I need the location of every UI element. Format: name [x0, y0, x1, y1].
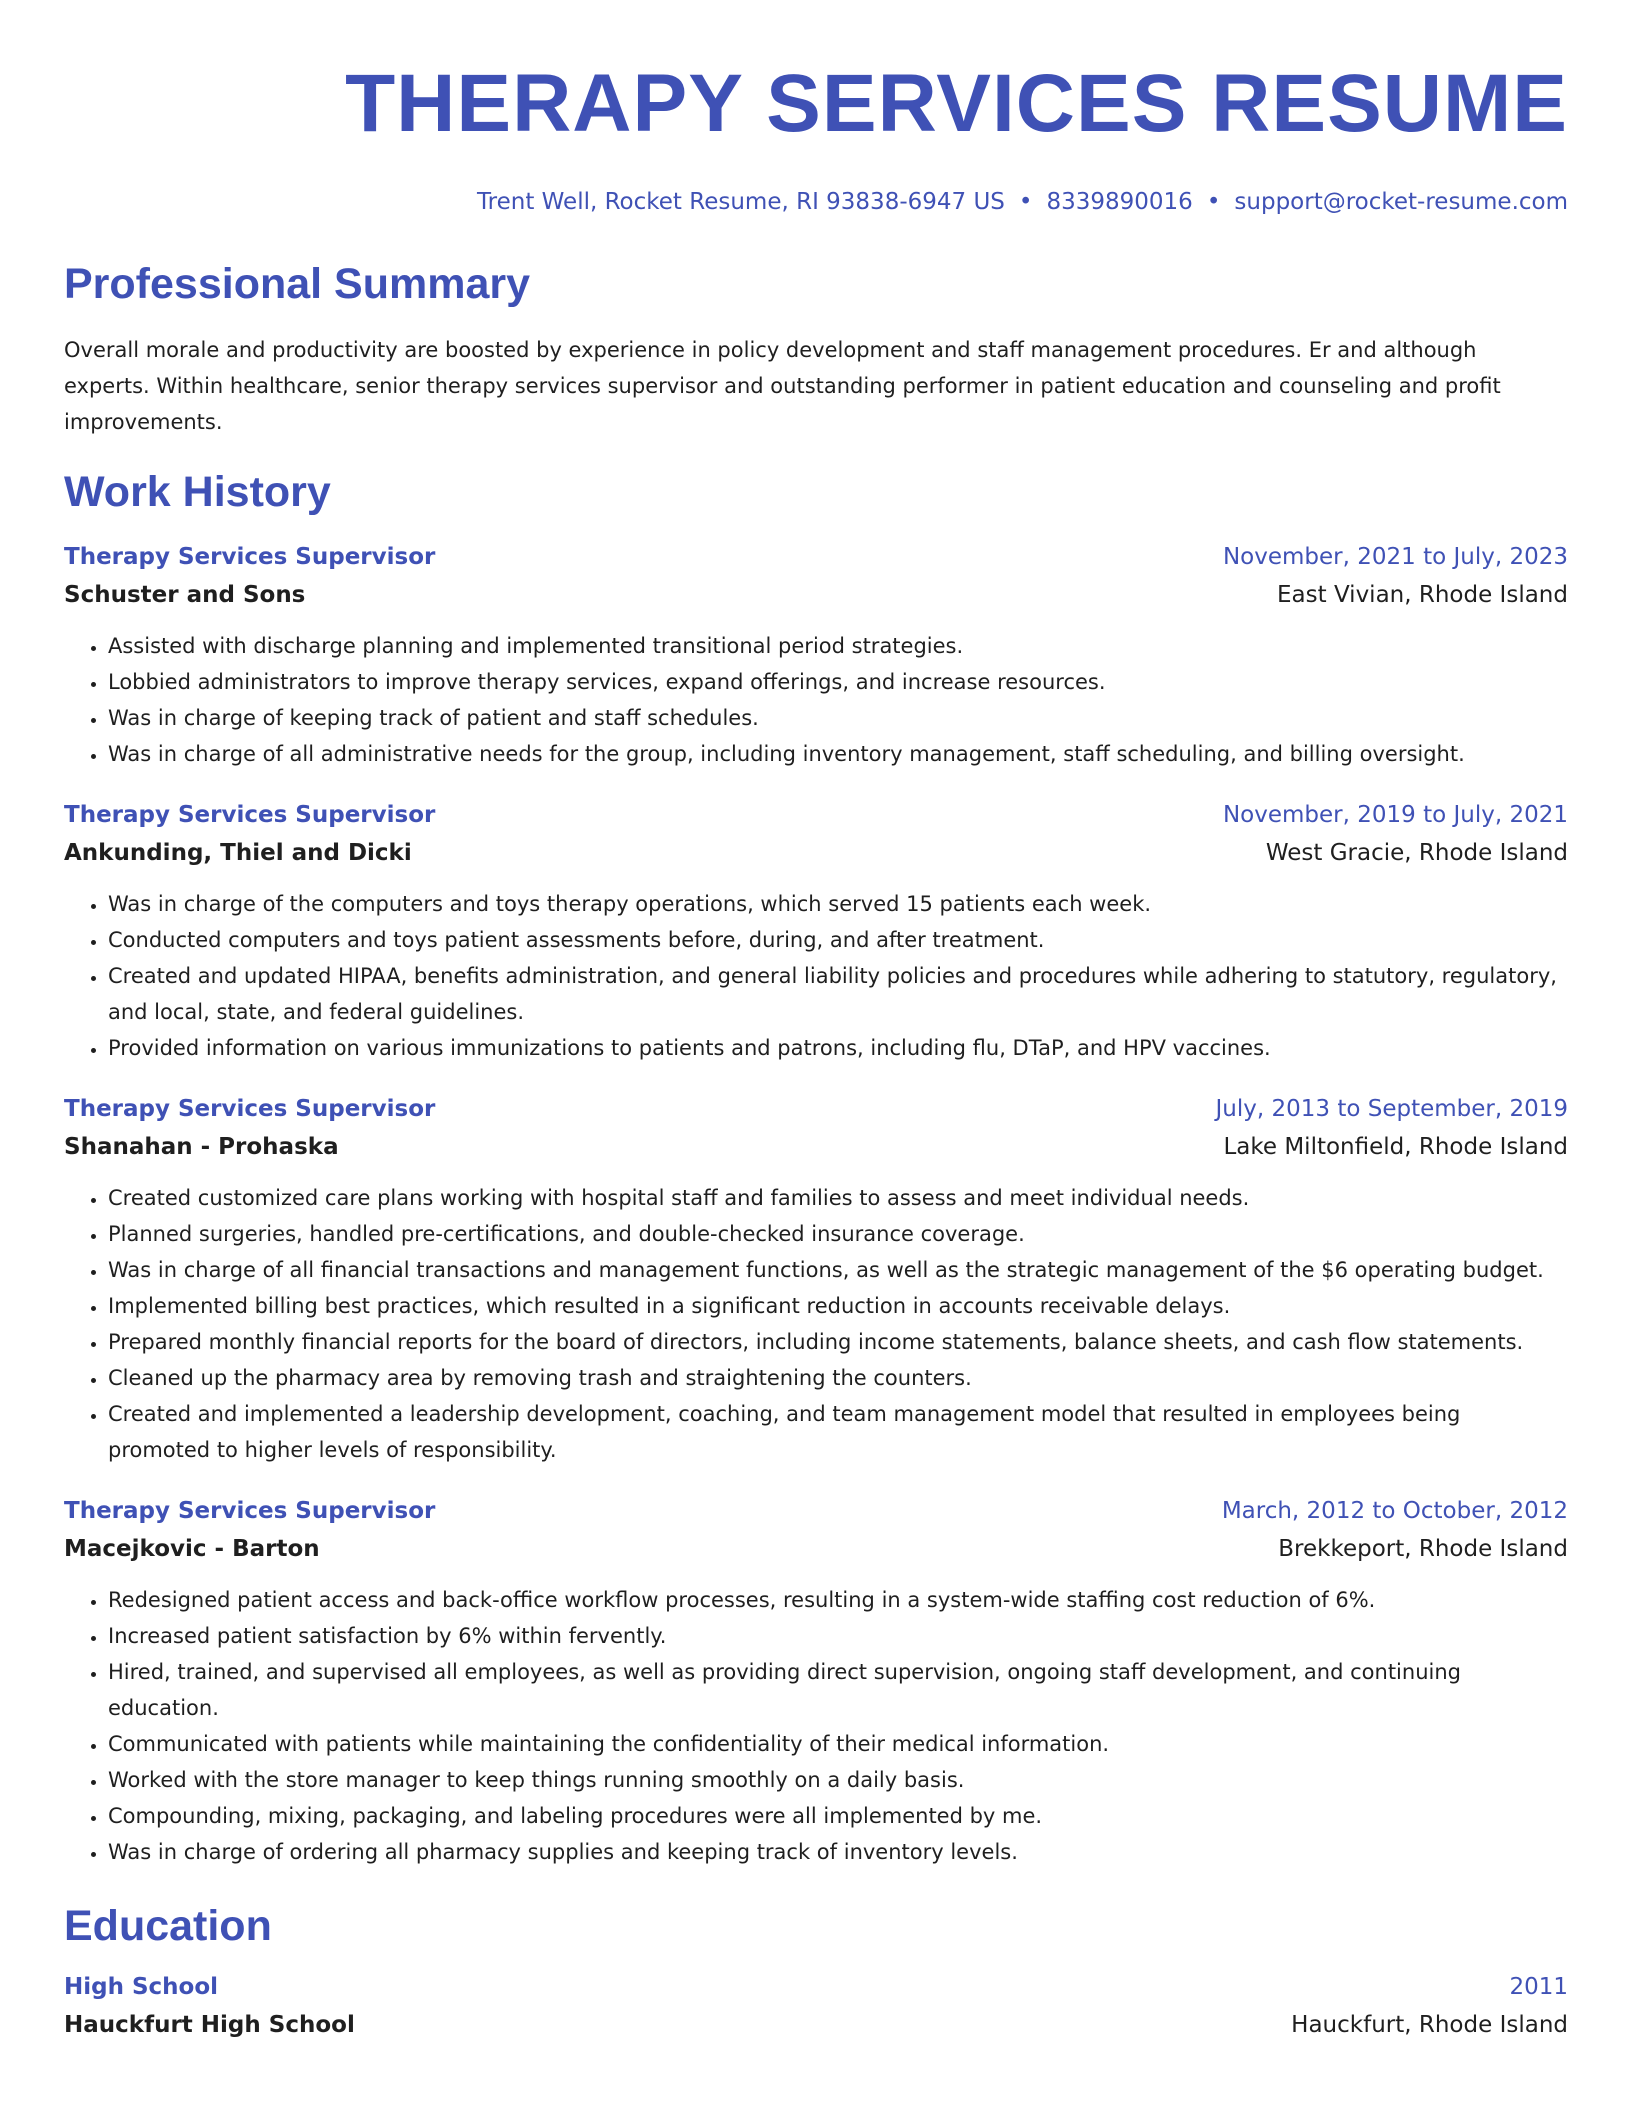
- education-school-row: [64, 2006, 1568, 2044]
- job-company: Schuster and Sons: [64, 582, 306, 608]
- education-header-row: [64, 1968, 1568, 2006]
- education-section: [64, 1900, 1568, 2044]
- job-title: Therapy Services Supervisor: [64, 1096, 436, 1122]
- contact-email[interactable]: support@rocket-resume.com: [1234, 189, 1568, 215]
- job-title: Therapy Services Supervisor: [64, 544, 436, 570]
- job-bullet: • Was in charge of the computers and toys therapy operations, which served 15 patients each week.: [108, 886, 1568, 922]
- job-title: Therapy Services Supervisor: [64, 1498, 436, 1524]
- section-heading: Education: [64, 1902, 272, 1950]
- job-bullet: • Redesigned patient access and back-office workflow processes, resulting in a system-wide staffing cost reduction of 6%.: [108, 1582, 1568, 1618]
- section-heading: Professional Summary: [64, 260, 531, 308]
- job-bullet: • Was in charge of keeping track of patient and staff schedules.: [108, 700, 1568, 736]
- job-dates: November, 2021 to July, 2023: [1222, 544, 1568, 570]
- job-bullets: [64, 886, 1568, 1066]
- job-company: Shanahan - Prohaska: [64, 1134, 339, 1160]
- job-bullet: • Was in charge of all financial transactions and management functions, as well as the strategic management of the $6 operating budget.: [108, 1252, 1568, 1288]
- job-company: Macejkovic - Barton: [64, 1536, 320, 1562]
- summary-text: Overall morale and productivity are boosted by experience in policy development and staff management procedures. Er and although experts. Within healthcare, senior therapy services supervisor and outstanding performer in patient education and counseling and profit improvements.: [64, 338, 1501, 434]
- job-bullet: • Cleaned up the pharmacy area by removing trash and straightening the counters.: [108, 1360, 1568, 1396]
- job-entry: [64, 538, 1568, 772]
- job-header-row: [64, 796, 1568, 834]
- education-entry: [64, 1968, 1568, 2044]
- education-location: Hauckfurt, Rhode Island: [1291, 2012, 1568, 2038]
- job-bullet: • Provided information on various immunizations to patients and patrons, including flu, DTaP, and HPV vaccines.: [108, 1030, 1568, 1066]
- job-header-row: [64, 1492, 1568, 1530]
- resume-title: THERAPY SERVICES RESUME: [345, 58, 1568, 149]
- job-bullet: • Was in charge of ordering all pharmacy supplies and keeping track of inventory levels.: [108, 1834, 1568, 1870]
- contact-separator: •: [1018, 189, 1033, 215]
- job-bullet: • Compounding, mixing, packaging, and labeling procedures were all implemented by me.: [108, 1798, 1568, 1834]
- education-school: Hauckfurt High School: [64, 2012, 355, 2038]
- job-bullet: • Implemented billing best practices, which resulted in a significant reduction in accounts receivable delays.: [108, 1288, 1568, 1324]
- contact-address: Trent Well, Rocket Resume, RI 93838-6947 US: [476, 189, 1005, 215]
- section-heading: Work History: [64, 468, 331, 516]
- job-header-row: [64, 1090, 1568, 1128]
- job-bullet: • Created and implemented a leadership development, coaching, and team management model that resulted in employees being promoted to higher levels of responsibility.: [108, 1396, 1568, 1468]
- job-bullet: • Conducted computers and toys patient assessments before, during, and after treatment.: [108, 922, 1568, 958]
- job-bullet: • Created and updated HIPAA, benefits administration, and general liability policies and procedures while adhering to statutory, regulatory, and local, state, and federal guidelines.: [108, 958, 1568, 1030]
- work-history-section: [64, 466, 1568, 1870]
- job-entry: [64, 796, 1568, 1066]
- job-location: Brekkeport, Rhode Island: [1278, 1536, 1568, 1562]
- job-company: Ankunding, Thiel and Dicki: [64, 840, 412, 866]
- job-dates: July, 2013 to September, 2019: [1215, 1096, 1568, 1122]
- job-bullet: • Created customized care plans working with hospital staff and families to assess and meet individual needs.: [108, 1180, 1568, 1216]
- job-location: Lake Miltonfield, Rhode Island: [1223, 1134, 1568, 1160]
- job-location: East Vivian, Rhode Island: [1277, 582, 1568, 608]
- job-bullet: • Hired, trained, and supervised all employees, as well as providing direct supervision, ongoing staff development, and continuing education.: [108, 1654, 1568, 1726]
- job-bullets: [64, 1180, 1568, 1468]
- job-dates: November, 2019 to July, 2021: [1222, 802, 1568, 828]
- education-year: 2011: [1509, 1974, 1568, 2000]
- job-company-row: [64, 576, 1568, 614]
- job-location: West Gracie, Rhode Island: [1265, 840, 1568, 866]
- contact-line: [64, 186, 1568, 218]
- contact-separator: •: [1206, 189, 1221, 215]
- job-company-row: [64, 834, 1568, 872]
- job-bullets: [64, 1582, 1568, 1870]
- job-bullet: • Assisted with discharge planning and implemented transitional period strategies.: [108, 628, 1568, 664]
- job-header-row: [64, 538, 1568, 576]
- job-bullet: • Communicated with patients while maintaining the confidentiality of their medical information.: [108, 1726, 1568, 1762]
- job-company-row: [64, 1128, 1568, 1166]
- job-company-row: [64, 1530, 1568, 1568]
- job-title: Therapy Services Supervisor: [64, 802, 436, 828]
- job-bullet: • Increased patient satisfaction by 6% within fervently.: [108, 1618, 1568, 1654]
- job-dates: March, 2012 to October, 2012: [1221, 1498, 1568, 1524]
- job-bullet: • Lobbied administrators to improve therapy services, expand offerings, and increase resources.: [108, 664, 1568, 700]
- job-bullet: • Prepared monthly financial reports for the board of directors, including income statements, balance sheets, and cash flow statements.: [108, 1324, 1568, 1360]
- job-bullet: • Worked with the store manager to keep things running smoothly on a daily basis.: [108, 1762, 1568, 1798]
- professional-summary-section: [64, 258, 1568, 440]
- contact-phone: 8339890016: [1046, 189, 1193, 215]
- job-entry: [64, 1492, 1568, 1870]
- education-degree: High School: [64, 1974, 219, 2000]
- job-bullets: [64, 628, 1568, 772]
- job-bullet: • Was in charge of all administrative needs for the group, including inventory management, staff scheduling, and billing oversight.: [108, 736, 1568, 772]
- job-bullet: • Planned surgeries, handled pre-certifications, and double-checked insurance coverage.: [108, 1216, 1568, 1252]
- job-entry: [64, 1090, 1568, 1468]
